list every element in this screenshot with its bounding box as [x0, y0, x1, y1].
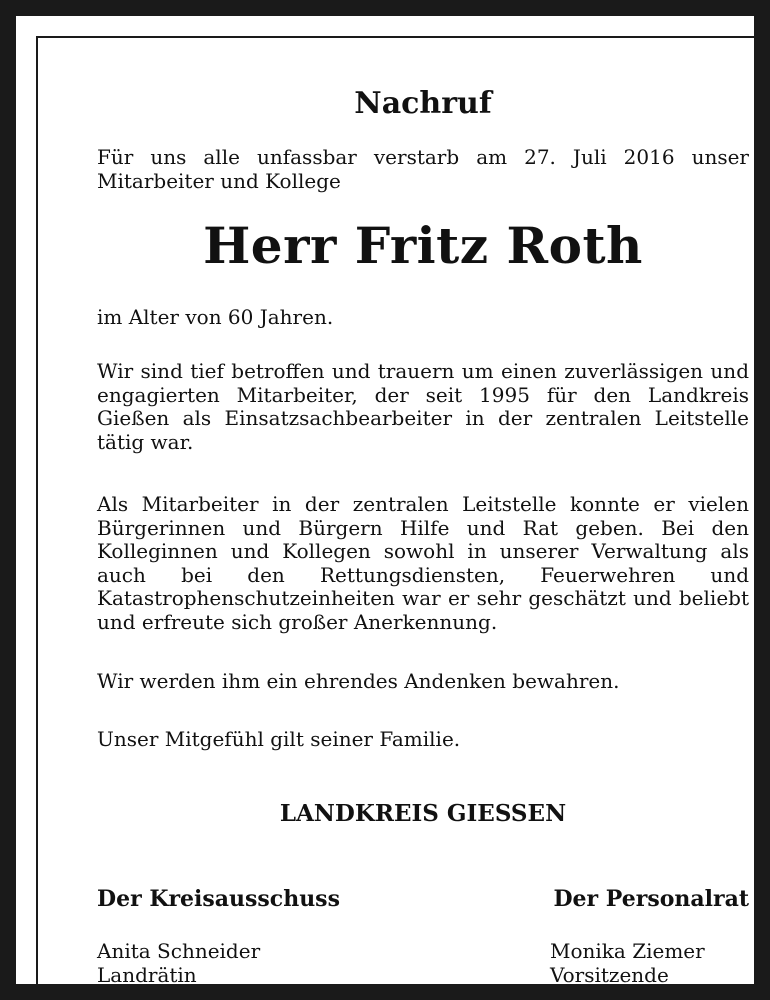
notice-inner-frame: [36, 36, 766, 992]
signature-left-heading: Der Kreisausschuss: [97, 886, 340, 912]
signature-left-block: [97, 940, 260, 987]
paragraph-4: Unser Mitgefühl gilt seiner Familie.: [97, 727, 461, 751]
organization-name: LANDKREIS GIESSEN: [279, 800, 567, 827]
signature-right-name: Monika Ziemer: [550, 939, 705, 963]
deceased-name: Herr Fritz Roth: [203, 216, 643, 275]
signature-right-role: Vorsitzende: [550, 962, 669, 987]
signature-right-heading: Der Personalrat: [553, 886, 749, 912]
signature-right-block: [550, 940, 705, 987]
signature-left-name: Anita Schneider: [97, 939, 261, 963]
intro-line-1: Für uns alle unfassbar verstarb am 27. Juli 2016 unser: [97, 145, 749, 169]
signature-left-role: Landrätin: [97, 962, 197, 987]
paragraph-3: Wir werden ihm ein ehrendes Andenken bewahren.: [97, 669, 620, 693]
intro-line-2: Mitarbeiter und Kollege: [97, 168, 341, 193]
intro-text: [97, 146, 749, 193]
paragraph-1: Wir sind tief betroffen und trauern um einen zuverlässigen und engagierten Mitarbeiter, der seit 1995 für den Landkreis Gießen als Einsatzsachbearbeiter in der zentralen Leitstelle tätig war.: [97, 359, 749, 454]
notice-title: Nachruf: [354, 86, 492, 121]
age-text: im Alter von 60 Jahren.: [97, 305, 334, 329]
paragraph-2: Als Mitarbeiter in der zentralen Leitstelle konnte er vielen Bürgerinnen und Bürgern Hilfe und Rat geben. Bei den Kolleginnen und Kollegen sowohl in unserer Verwaltung als auch bei den Rettungsdiensten, Feuerwehren und Katastrophenschutzeinheiten war er sehr geschätzt und beliebt und erfreute sich großer Anerkennung.: [97, 492, 749, 634]
